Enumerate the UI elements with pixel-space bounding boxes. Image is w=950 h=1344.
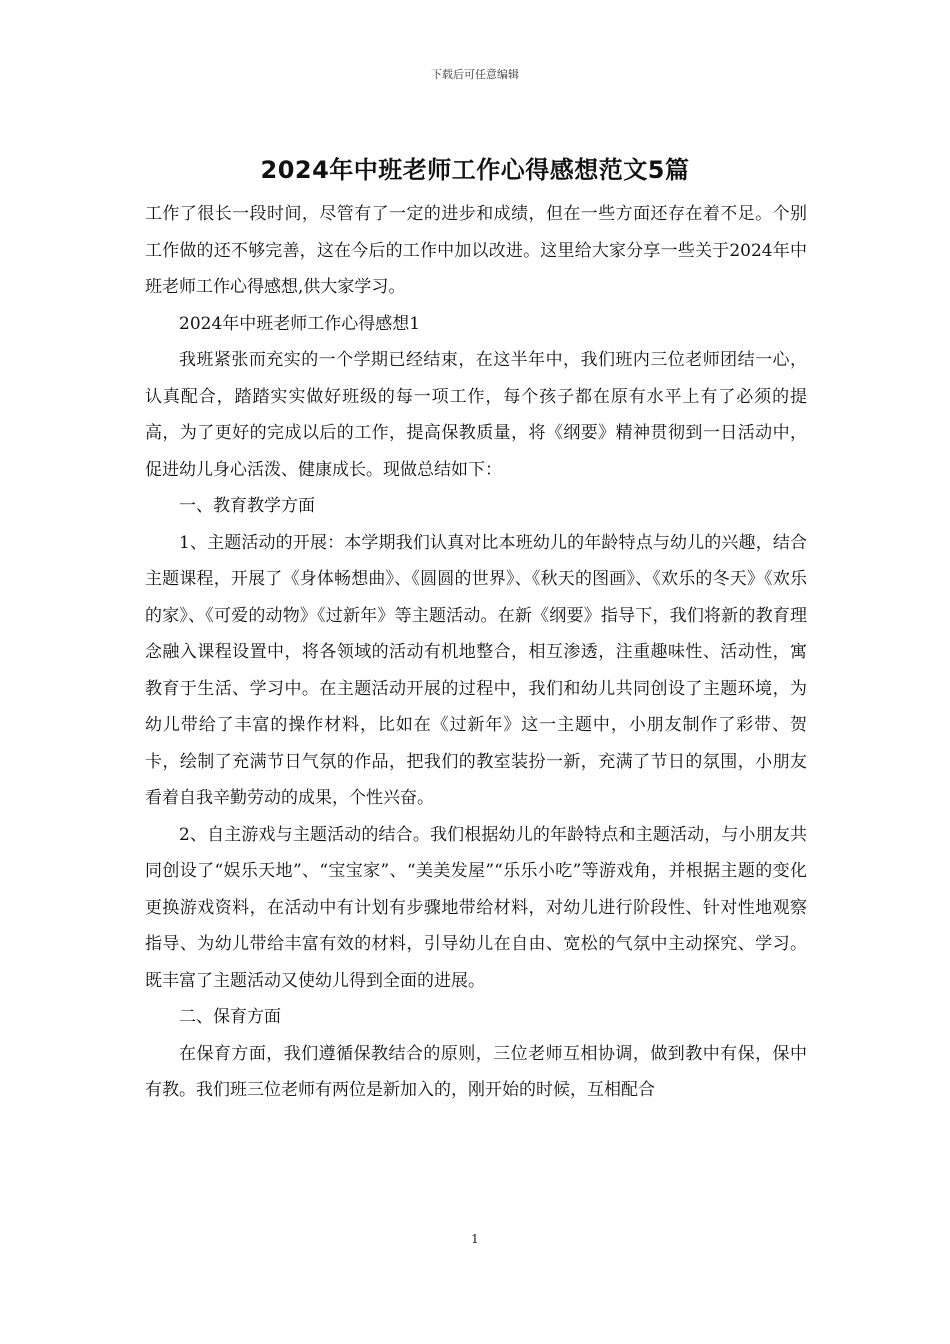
document-body: [145, 196, 807, 1109]
page-number: 1: [471, 1232, 479, 1246]
body-paragraph: 在保育方面，我们遵循保教结合的原则，三位老师互相协调，做到教中有保，保中有教。我们班三位老师有两位是新加入的，刚开始的时候，互相配合: [145, 1043, 807, 1100]
section-heading-1: 2024年中班老师工作心得感想1: [179, 313, 421, 334]
subsection-heading-care: 二、保育方面: [179, 1007, 281, 1027]
body-paragraph: 1、主题活动的开展：本学期我们认真对比本班幼儿的年龄特点与幼儿的兴趣，结合主题课程，开展了《身体畅想曲》、《圆圆的世界》、《秋天的图画》、《欢乐的冬天》《欢乐的家》、《可爱的动物》《过新年》等主题活动。在新《纲要》指导下，我们将新的教育理念融入课程设置中，将各领域的活动有机地整合，相互渗透，注重趣味性、活动性，寓教育于生活、学习中。在主题活动开展的过程中，我们和幼儿共同创设了主题环境，为幼儿带给了丰富的操作材料，比如在《过新年》这一主题中，小朋友制作了彩带、贺卡，绘制了充满节日气氛的作品，把我们的教室装扮一新，充满了节日的氛围，小朋友看着自我辛勤劳动的成果，个性兴奋。: [145, 532, 807, 808]
intro-paragraph: 工作了很长一段时间，尽管有了一定的进步和成绩，但在一些方面还存在着不足。个别工作做的还不够完善，这在今后的工作中加以改进。这里给大家分享一些关于2024年中班老师工作心得感想,供大家学习。: [145, 204, 807, 297]
body-paragraph: 我班紧张而充实的一个学期已经结束，在这半年中，我们班内三位老师团结一心，认真配合，踏踏实实做好班级的每一项工作，每个孩子都在原有水平上有了必须的提高，为了更好的完成以后的工作，提高保教质量，将《纲要》精神贯彻到一日活动中，促进幼儿身心活泼、健康成长。现做总结如下：: [145, 350, 807, 480]
document-title: 2024年中班老师工作心得感想范文5篇: [260, 156, 690, 184]
header-note: 下载后可任意编辑: [431, 68, 519, 81]
body-paragraph: 2、自主游戏与主题活动的结合。我们根据幼儿的年龄特点和主题活动，与小朋友共同创设了“娱乐天地”、“宝宝家”、“美美发屋”“乐乐小吃”等游戏角，并根据主题的变化更换游戏资料，在活动中有计划有步骤地带给材料，对幼儿进行阶段性、针对性地观察指导、为幼儿带给丰富有效的材料，引导幼儿在自由、宽松的气氛中主动探究、学习。既丰富了主题活动又使幼儿得到全面的进展。: [145, 824, 807, 991]
subsection-heading-education: 一、教育教学方面: [179, 496, 315, 516]
